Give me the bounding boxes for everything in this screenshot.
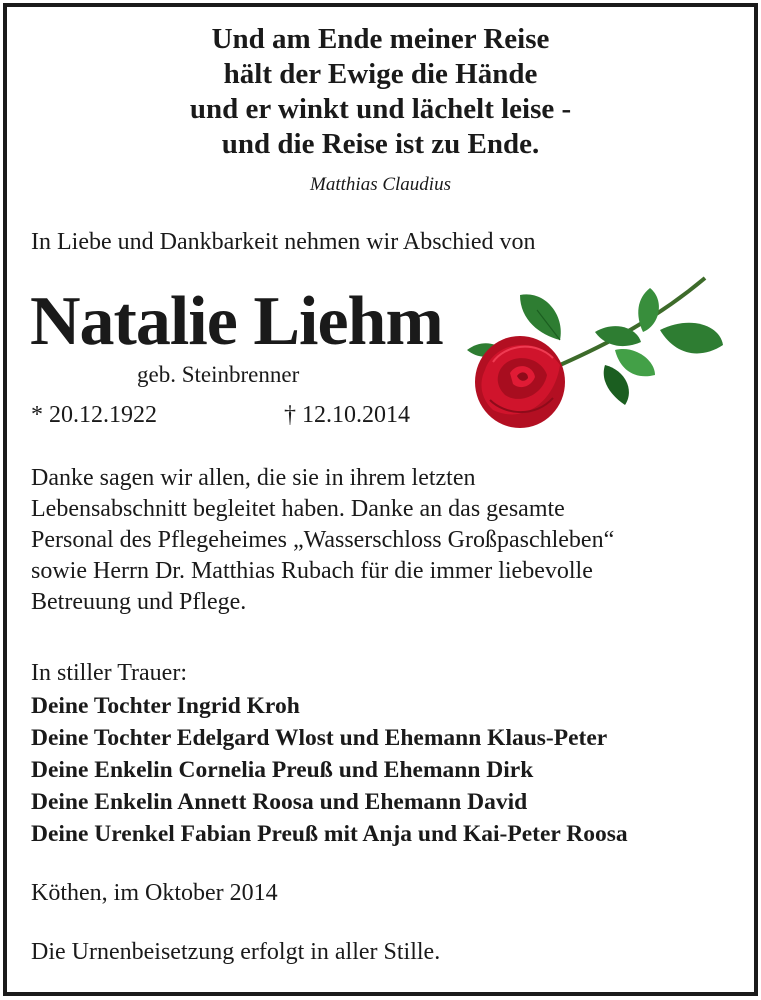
poem-line: und er winkt und lächelt leise -	[189, 93, 572, 125]
leaf	[615, 349, 655, 376]
family-member: Deine Urenkel Fabian Preuß mit Anja und Kai-Peter Roosa	[31, 821, 628, 847]
leaf	[660, 323, 723, 354]
place-date: Köthen, im Oktober 2014	[31, 880, 278, 906]
rose-image	[465, 270, 730, 440]
birth-date: * 20.12.1922	[31, 402, 157, 428]
leaf	[604, 365, 629, 405]
thanks-line: Danke sagen wir allen, die sie in ihrem letzten	[31, 465, 476, 491]
family-member: Deine Tochter Ingrid Kroh	[31, 693, 300, 719]
family-member: Deine Tochter Edelgard Wlost und Ehemann Klaus-Peter	[31, 725, 608, 751]
birth-name: geb. Steinbrenner	[137, 362, 300, 387]
thanks-line: Betreuung und Pflege.	[31, 589, 247, 615]
intro-text: In Liebe und Dankbarkeit nehmen wir Abschied von	[31, 229, 536, 255]
thanks-line: Lebensabschnitt begleitet haben. Danke an das gesamte	[31, 496, 565, 522]
poem-line: hält der Ewige die Hände	[223, 58, 538, 90]
family-member: Deine Enkelin Cornelia Preuß und Ehemann Dirk	[31, 757, 534, 783]
poem-line: Und am Ende meiner Reise	[211, 23, 550, 55]
poem	[0, 22, 761, 162]
poem-author: Matthias Claudius	[310, 174, 451, 195]
thanks-paragraph	[31, 463, 731, 618]
death-date: † 12.10.2014	[284, 402, 410, 428]
mourning-label: In stiller Trauer:	[31, 660, 187, 686]
family-list	[31, 690, 628, 850]
deceased-name: Natalie Liehm	[30, 283, 443, 360]
thanks-line: Personal des Pflegeheimes „Wasserschloss Großpaschleben“	[31, 527, 615, 553]
leaf	[638, 288, 659, 332]
poem-line: und die Reise ist zu Ende.	[221, 128, 540, 160]
burial-note: Die Urnenbeisetzung erfolgt in aller Stille.	[31, 939, 441, 965]
thanks-line: sowie Herrn Dr. Matthias Rubach für die immer liebevolle	[31, 558, 593, 584]
family-member: Deine Enkelin Annett Roosa und Ehemann David	[31, 789, 528, 815]
